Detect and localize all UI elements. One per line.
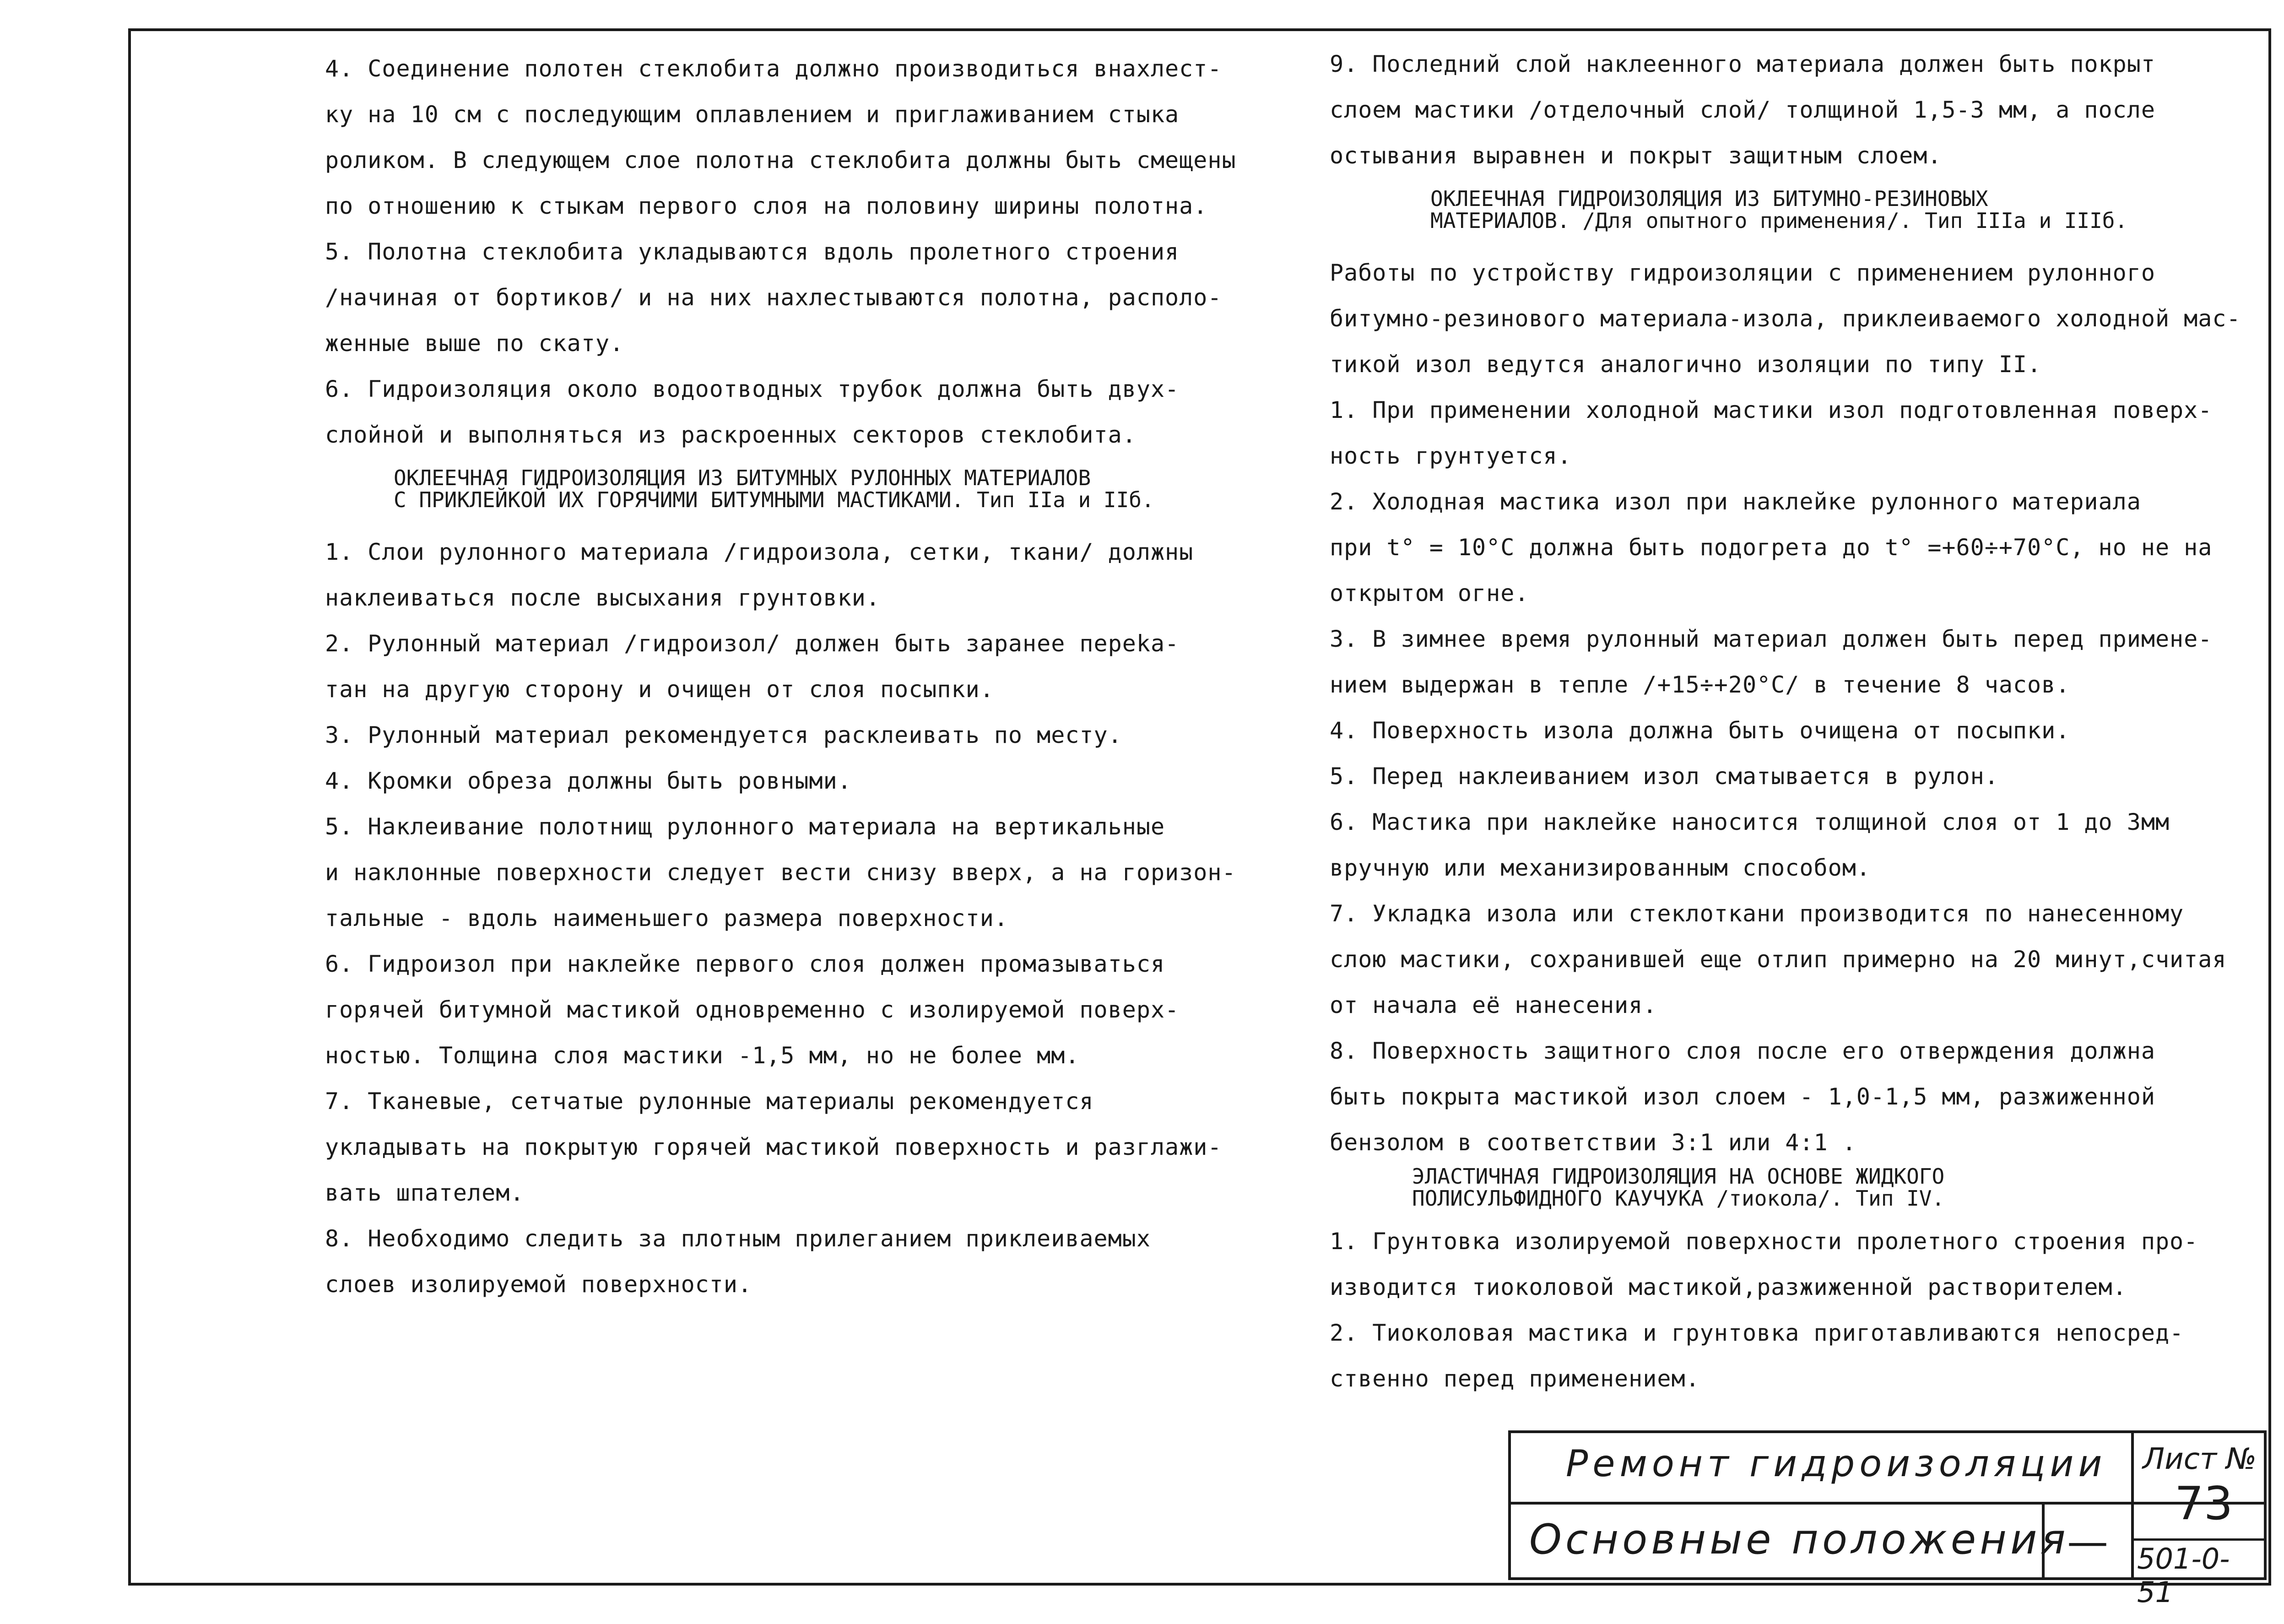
heading-line: ОКЛЕЕЧНАЯ ГИДРОИЗОЛЯЦИЯ ИЗ БИТУМНО-РЕЗИНОВЫХ [1430, 186, 1988, 211]
left-text-column [325, 46, 1263, 1307]
text-line: горячей битумной мастикой одновременно с изолируемой поверх- [325, 996, 1180, 1023]
text-line: укладывать на покрытую горячей мастикой поверхность и разглажи- [325, 1134, 1222, 1160]
text-line: слою мастики, сохранившей еще отлип примерно на 20 минут,считая [1330, 946, 2227, 973]
text-line: наклеиваться после высыхания грунтовки. [325, 585, 880, 611]
text-line: тальные - вдоль наименьшего размера поверхности. [325, 905, 1008, 931]
text-line: 4. Поверхность изола должна быть очищена от посыпки. [1330, 717, 2070, 744]
text-line: 1. При применении холодной мастики изол подготовленная поверх- [1330, 397, 2213, 423]
text-line: 8. Необходимо следить за плотным прилеганием приклеиваемых [325, 1225, 1151, 1252]
right-section-heading-1 [1330, 188, 2259, 232]
text-line: 7. Тканевые, сетчатые рулонные материалы рекомендуется [325, 1088, 1094, 1115]
left-section-heading [325, 467, 1263, 511]
text-line: 3. В зимнее время рулонный материал должен быть перед примене- [1330, 626, 2213, 652]
text-line: ностью. Толщина слоя мастики -1,5 мм, но не более мм. [325, 1042, 1080, 1069]
title-block [1508, 1430, 2267, 1609]
sheet-number: 73 [2175, 1477, 2233, 1530]
text-line: 5. Полотна стеклобита укладываются вдоль пролетного строения [325, 238, 1180, 265]
text-line: нием выдержан в тепле /+15÷+20°С/ в течение 8 часов. [1330, 671, 2070, 698]
text-line: 6. Гидроизол при наклейке первого слоя должен промазываться [325, 951, 1165, 977]
text-line: 5. Перед наклеиванием изол сматывается в рулон. [1330, 763, 1999, 790]
text-line: роликом. В следующем слое полотна стеклобита должны быть смещены [325, 147, 1236, 173]
title-text: Ремонт гидроизоляции [1566, 1442, 2107, 1485]
text-line: 2. Рулонный материал /гидроизол/ должен быть заранее переka- [325, 630, 1180, 657]
text-line: ность грунтуется. [1330, 443, 1572, 469]
text-line: 5. Наклеивание полотнищ рулонного материала на вертикальные [325, 813, 1165, 840]
text-line: 7. Укладка изола или стеклоткани производится по нанесенному [1330, 900, 2184, 927]
text-line: от начала её нанесения. [1330, 992, 1657, 1018]
subtitle-text: Основные положения [1529, 1516, 2069, 1564]
heading-line: МАТЕРИАЛОВ. /Для опытного применения/. Тип IIIа и IIIб. [1430, 208, 2128, 233]
dash-cell: — [2067, 1518, 2108, 1566]
text-line: 2. Тиоколовая мастика и грунтовка приготавливаются непосред- [1330, 1320, 2184, 1346]
text-line: 2. Холодная мастика изол при наклейке рулонного материала [1330, 488, 2141, 515]
heading-line: С ПРИКЛЕЙКОЙ ИХ ГОРЯЧИМИ БИТУМНЫМИ МАСТИКАМИ. Тип IIа и IIб. [394, 487, 1154, 512]
text-line: 4. Соединение полотен стеклобита должно производиться внахлест- [325, 55, 1222, 82]
heading-line: ОКЛЕЕЧНАЯ ГИДРОИЗОЛЯЦИЯ ИЗ БИТУМНЫХ РУЛОННЫХ МАТЕРИАЛОВ [394, 466, 1091, 490]
heading-line: ЭЛАСТИЧНАЯ ГИДРОИЗОЛЯЦИЯ НА ОСНОВЕ ЖИДКОГО [1412, 1164, 1945, 1189]
text-line: 6. Мастика при наклейке наносится толщиной слоя от 1 до 3мм [1330, 809, 2170, 835]
text-line: 3. Рулонный материал рекомендуется расклеивать по месту. [325, 722, 1122, 748]
right-section-heading-2 [1330, 1165, 2259, 1209]
text-line: битумно-резинового материала-изола, приклеиваемого холодной мас- [1330, 305, 2241, 332]
text-line: ку на 10 см с последующим оплавлением и приглаживанием стыка [325, 101, 1180, 128]
text-line: остывания выравнен и покрыт защитным слоем. [1330, 142, 1942, 169]
text-line: 6. Гидроизоляция около водоотводных трубок должна быть двух- [325, 376, 1180, 402]
text-line: открытом огне. [1330, 580, 1529, 606]
sheet-label: Лист № [2143, 1442, 2257, 1476]
text-line: женные выше по скату. [325, 330, 624, 357]
heading-line: ПОЛИСУЛЬФИДНОГО КАУЧУКА /тиокола/. Тип IV. [1412, 1186, 1945, 1211]
text-line: слойной и выполняться из раскроенных секторов стеклобита. [325, 422, 1137, 448]
text-line: по отношению к стыкам первого слоя на половину ширины полотна. [325, 193, 1208, 219]
text-line: 1. Грунтовка изолируемой поверхности пролетного строения про- [1330, 1228, 2198, 1255]
text-line: тикой изол ведутся аналогично изоляции по типу II. [1330, 351, 2042, 378]
text-line: слоем мастики /отделочный слой/ толщиной 1,5-3 мм, а после [1330, 97, 2155, 123]
text-line: вать шпателем. [325, 1180, 525, 1206]
right-text-column [1330, 41, 2259, 1402]
text-line: 8. Поверхность защитного слоя после его отверждения должна [1330, 1038, 2155, 1064]
text-line: изводится тиоколовой мастикой,разжиженной растворителем. [1330, 1274, 2127, 1300]
text-line: слоев изолируемой поверхности. [325, 1271, 752, 1298]
text-line: тан на другую сторону и очищен от слоя посыпки. [325, 676, 994, 703]
text-line: ственно перед применением. [1330, 1365, 1700, 1392]
text-line: 1. Слои рулонного материала /гидроизола, сетки, ткани/ должны [325, 539, 1194, 565]
text-line: /начиная от бортиков/ и на них нахлестываются полотна, располо- [325, 284, 1222, 311]
text-line: 9. Последний слой наклеенного материала должен быть покрыт [1330, 51, 2155, 77]
text-line: при t° = 10°С должна быть подогрета до t° =+60÷+70°С, но не на [1330, 534, 2213, 561]
text-line: и наклонные поверхности следует вести снизу вверх, а на горизон- [325, 859, 1236, 886]
text-line: Работы по устройству гидроизоляции с применением рулонного [1330, 260, 2155, 286]
text-line: бензолом в соответствии 3:1 или 4:1 . [1330, 1129, 1856, 1156]
text-line: быть покрыта мастикой изол слоем - 1,0-1,5 мм, разжиженной [1330, 1083, 2155, 1110]
text-line: вручную или механизированным способом. [1330, 855, 1871, 881]
document-code: 501-0-51 [2137, 1542, 2230, 1609]
text-line: 4. Кромки обреза должны быть ровными. [325, 768, 852, 794]
